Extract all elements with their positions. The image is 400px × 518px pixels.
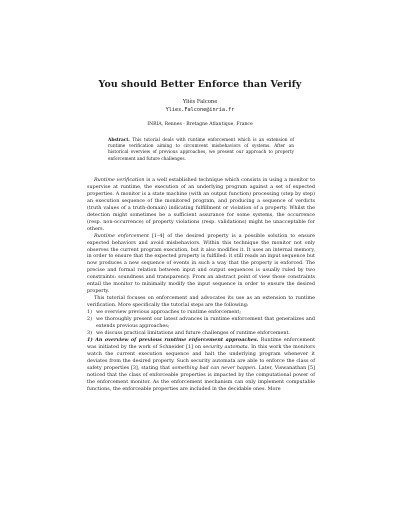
list-item-number: 3) [87,329,92,336]
paragraph-text: is a well established technique which consists in using a monitor to supervise at runtime, the execution of an underlying program against a set of expected properties. A monitor is a state machine (with an output function) processing (step by step) an execution sequence of the monitored program, and producing a sequence of verdicts (truth values of a truth-domain) indicating fulfillment or violation of a property. Whilst the detection might sometimes be a sufficient assurance for some systems, the occurrence (resp. non-occurrence) of property violations (resp. validations) might be unacceptable for others. [87,177,315,232]
list-item-text: we thoroughly present our latest advances in runtime enforcement that generalizes and extends previous approaches; [96,316,315,330]
list-item-text: we discuss practical limitations and future challenges of runtime enforcement. [96,329,290,336]
list-item-number: 2) [87,316,92,323]
paragraph-text: . Later, Viswanathan [5] noticed that the class of enforceable properties is impacted by the computational power of the enforcement monitor. As the enforcement mechanism can only implement computable functions, the enforceable properties are included in the decidable ones. More [87,364,316,392]
term-something-bad: something bad can never happen [171,364,256,371]
list-item [87,330,315,337]
list-item-number: 1) [87,309,92,316]
paragraph-text: Runtime enforcement was initiated by the work of Schneider [1] on [87,336,315,350]
term-runtime-verification: Runtime verification [94,177,145,183]
abstract-text: This tutorial deals with runtime enforcement which is an extension of runtime verification aiming to circumvent misbehaviors of systems. After an historical overview of previous approaches, we present our approach to property enforcement and future challenges. [108,138,295,162]
paragraph-runtime-verification [87,177,315,233]
list-item [87,316,315,330]
paper-title: You should Better Enforce than Verify [98,79,302,90]
paragraph-overview [87,337,315,393]
author-name: Yliès Falcone [182,99,218,105]
section-heading: 1) An overview of previous runtime enforcement approaches. [87,336,259,343]
tutorial-steps-list [87,309,315,337]
list-item-text: we overview previous approaches to runtime enforcement; [96,309,241,316]
abstract-label: Abstract. [108,138,130,143]
author-affiliation: INRIA, Rennes - Bretagne Atlantique, France [147,122,253,127]
list-item [87,309,315,316]
paragraph-runtime-enforcement [87,233,315,296]
term-security-automata: security automata [202,343,248,350]
author-email[interactable]: Ylies.Falcone@inria.fr [165,107,235,113]
paragraph-tutorial-focus: This tutorial focuses on enforcement and advocates its use as an extension to runtime verification. More specifically the tutorial steps are the following: [87,295,315,309]
body-text [87,177,315,393]
paragraph-text: [1–4] of the desired property is a possible solution to ensure expected behaviors and avoid misbehaviors. Within this technique the monitor not only observes the current program execution, but it also modifies it. It uses an internal memory, in order to ensure that the expected property is fulfilled: it still reads an input sequence but now produces a new sequence of events in such a way that the property is enforced. The precise and formal relation between input and output sequences is usually ruled by two constraints: soundness and transparency. From an abstract point of view those constraints entail the monitor to minimally modify the input sequence in order to ensure the desired property. [87,232,315,295]
term-runtime-enforcement: Runtime enforcement [94,232,149,239]
paragraph-text: . In this work the monitors watch the current execution sequence and halt the underlying program whenever it deviates from the desired property. Such security automata are able to enforce the class of safety properties [3], stating that [87,343,315,371]
abstract [108,138,294,163]
